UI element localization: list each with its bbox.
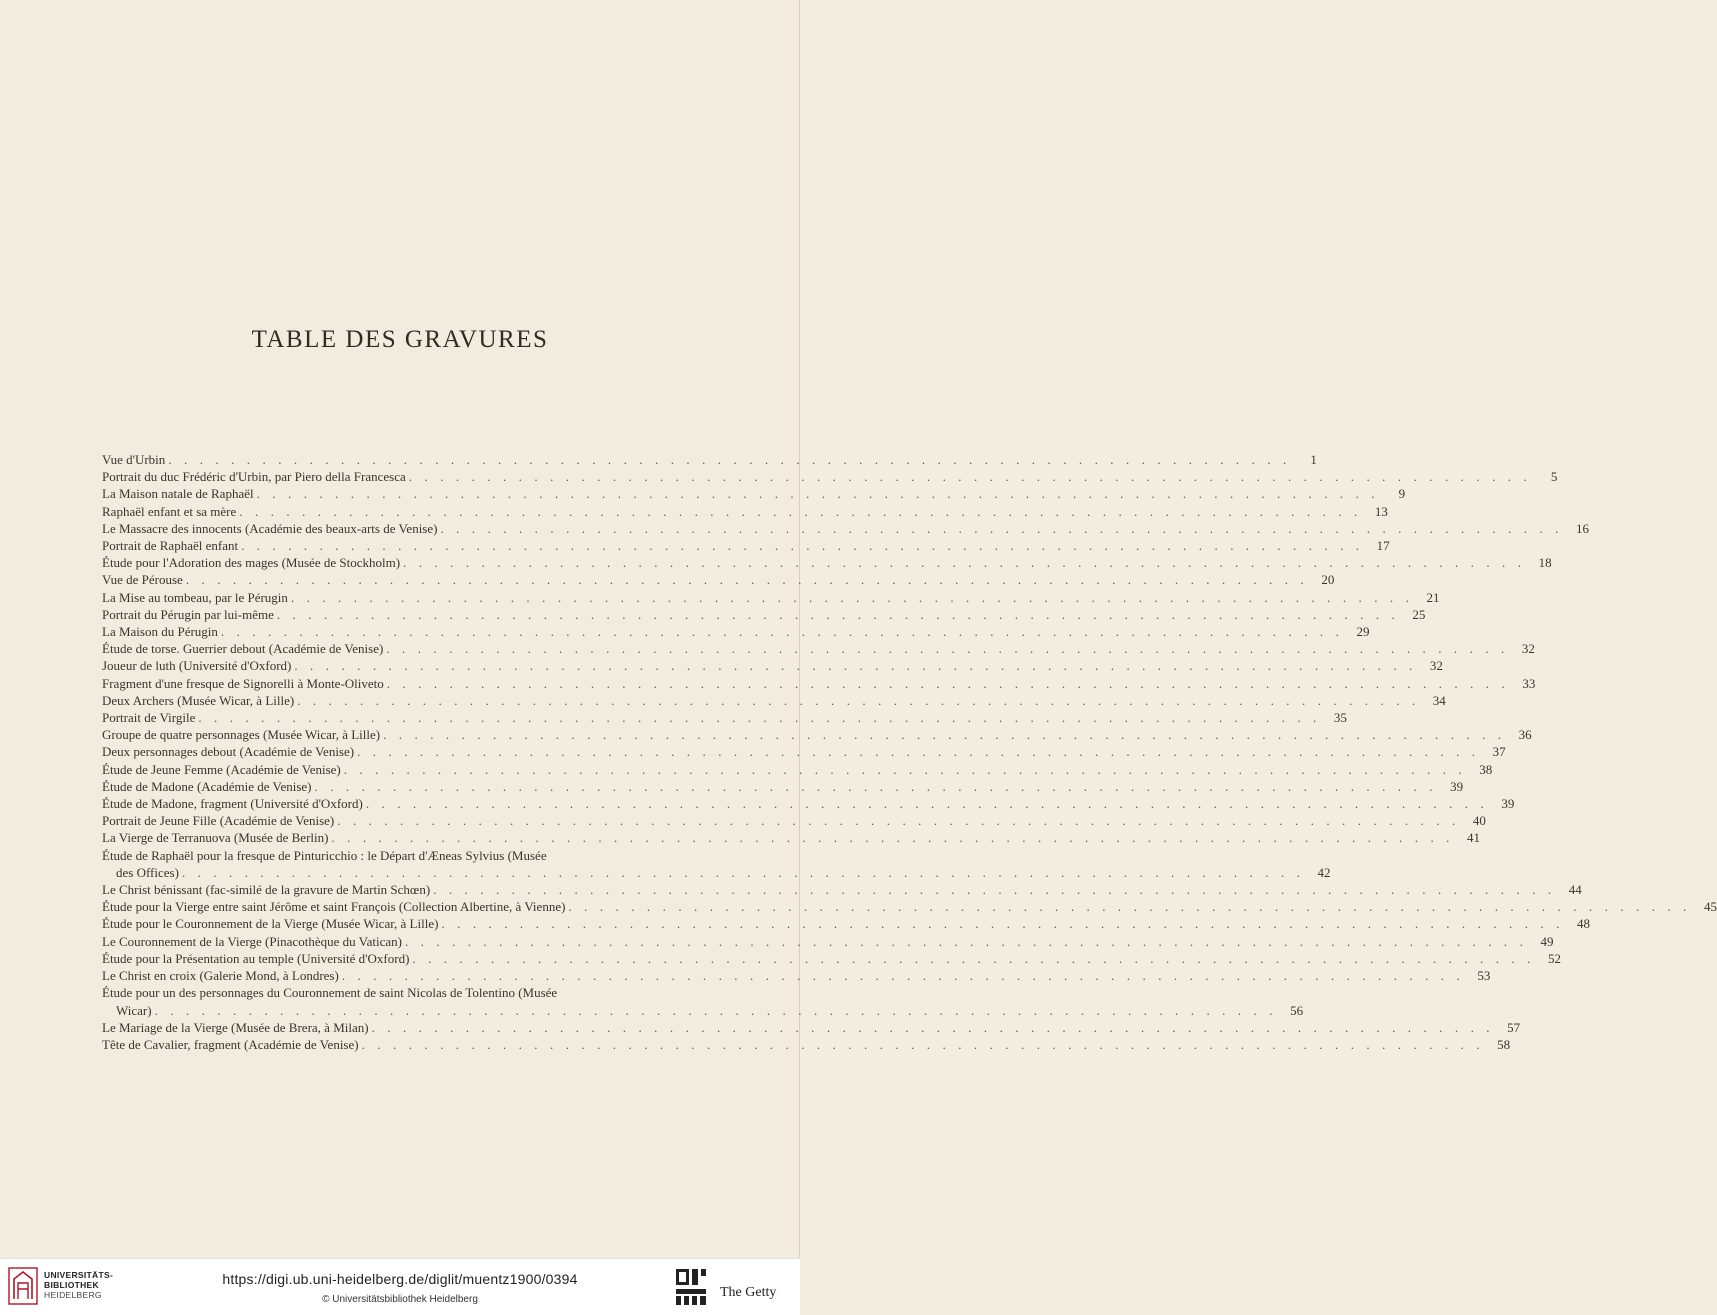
- toc-entry-title: Vue d'Urbin: [102, 452, 166, 467]
- table-of-contents: [102, 451, 1717, 1053]
- toc-entry: [102, 606, 1426, 623]
- toc-entry: [102, 726, 1532, 743]
- toc-leader-dots: . . . . . . . . . . . . . . . . . . . . . . . . . . . . . . . . . . . . . . . . . . . . . . . . . . . . . . . . . . . . . . . . . . . . . . . .: [276, 606, 1400, 622]
- toc-entry-title: Raphaël enfant et sa mère: [102, 503, 237, 519]
- toc-entry-page: 9: [1398, 486, 1406, 502]
- toc-leader-dots: . . . . . . . . . . . . . . . . . . . . . . . . . . . . . . . . . . . . . . . . . . . . . . . . . . . . . . . . . . . . . . . . . . . . . . . .: [314, 778, 1438, 794]
- toc-entry-page: 35: [1333, 710, 1347, 726]
- toc-entry-title: Étude de torse. Guerrier debout (Académie de Venise): [102, 641, 384, 657]
- toc-entry-title: Le Christ bénissant (fac-similé de la gravure de Martin Schœn): [102, 882, 431, 898]
- toc-entry-title: Portrait du duc Frédéric d'Urbin, par Piero della Francesca: [102, 469, 406, 485]
- toc-leader-dots: . . . . . . . . . . . . . . . . . . . . . . . . . . . . . . . . . . . . . . . . . . . . . . . . . . . . . . . . . . . . . . . . . . . . . . . .: [297, 692, 1420, 708]
- toc-entry: [102, 520, 1590, 537]
- copyright-notice: © Universitätsbibliothek Heidelberg: [322, 1294, 478, 1305]
- toc-entry: [102, 1019, 1521, 1036]
- toc-entry: [102, 933, 1554, 950]
- toc-leader-dots: . . . . . . . . . . . . . . . . . . . . . . . . . . . . . . . . . . . . . . . . . . . . . . . . . . . . . . . . . . . . . . . . . . . . . . . .: [357, 744, 1480, 760]
- toc-entry: [102, 640, 1535, 657]
- toc-entry-page: 49: [1540, 933, 1554, 949]
- toc-entry: [102, 984, 1304, 1018]
- toc-entry-page: 41: [1467, 830, 1481, 846]
- toc-entry-title: Étude de Madone, fragment (Université d'Oxford): [102, 796, 363, 812]
- toc-entry-title: La Mise au tombeau, par le Pérugin: [102, 589, 288, 605]
- toc-entry: [102, 881, 1582, 898]
- toc-leader-dots: . . . . . . . . . . . . . . . . . . . . . . . . . . . . . . . . . . . . . . . . . . . . . . . . . . . . . . . . . . . . . . . . . . . . . . . .: [154, 1002, 1278, 1018]
- toc-entry-page: 39: [1450, 778, 1464, 794]
- toc-leader-dots: . . . . . . . . . . . . . . . . . . . . . . . . . . . . . . . . . . . . . . . . . . . . . . . . . . . . . . . . . . . . . . . . . . . . . . . .: [290, 589, 1414, 605]
- toc-leader-dots: . . . . . . . . . . . . . . . . . . . . . . . . . . . . . . . . . . . . . . . . . . . . . . . . . . . . . . . . . . . . . . . . . . . . . . . .: [386, 641, 1509, 657]
- toc-leader-dots: . . . . . . . . . . . . . . . . . . . . . . . . . . . . . . . . . . . . . . . . . . . . . . . . . . . . . . . . . . . . . . . . . . . . . . . .: [440, 520, 1564, 536]
- toc-entry-title: Étude de Raphaël pour la fresque de Pinturicchio : le Départ d'Æneas Sylvius (Musée: [102, 847, 547, 863]
- toc-entry-page: 39: [1501, 796, 1515, 812]
- page-title: TABLE DES GRAVURES: [251, 326, 549, 353]
- toc-entry-page: 16: [1576, 520, 1590, 536]
- toc-entry-page: 37: [1492, 744, 1506, 760]
- toc-leader-dots: . . . . . . . . . . . . . . . . . . . . . . . . . . . . . . . . . . . . . . . . . . . . . . . . . . . . . . . . . . . . . . . . . . . . . . . .: [331, 830, 1455, 846]
- toc-leader-dots: . . . . . . . . . . . . . . . . . . . . . . . . . . . . . . . . . . . . . . . . . . . . . . . . . . . . . . . . . . . . . . . . . . . . . . . .: [181, 864, 1305, 880]
- toc-leader-dots: . . . . . . . . . . . . . . . . . . . . . . . . . . . . . . . . . . . . . . . . . . . . . . . . . . . . . . . . . . . . . . . . . . . . . . . .: [441, 916, 1564, 932]
- toc-entry-title: Portrait du Pérugin par lui-même: [102, 606, 274, 622]
- getty-mark-icon[interactable]: [674, 1267, 708, 1307]
- toc-leader-dots: . . . . . . . . . . . . . . . . . . . . . . . . . . . . . . . . . . . . . . . . . . . . . . . . . . . . . . . . . . . . . . . . . . . . . . . .: [365, 796, 1489, 812]
- toc-entry-page: 44: [1568, 882, 1582, 898]
- toc-entry: [102, 589, 1440, 606]
- toc-entry: [102, 623, 1370, 640]
- toc-entry-title: Étude pour la Présentation au temple (Université d'Oxford): [102, 950, 410, 966]
- toc-leader-dots: . . . . . . . . . . . . . . . . . . . . . . . . . . . . . . . . . . . . . . . . . . . . . . . . . . . . . . . . . . . . . . . . . . . . . . . .: [343, 761, 1467, 777]
- toc-leader-dots: . . . . . . . . . . . . . . . . . . . . . . . . . . . . . . . . . . . . . . . . . . . . . . . . . . . . . . . . . . . . . . . . . . . . . . . .: [220, 624, 1344, 640]
- toc-entry-title: Portrait de Raphaël enfant: [102, 538, 239, 554]
- toc-entry: [102, 503, 1388, 520]
- toc-entry-title: Le Massacre des innocents (Académie des beaux-arts de Venise): [102, 520, 438, 536]
- toc-leader-dots: . . . . . . . . . . . . . . . . . . . . . . . . . . . . . . . . . . . . . . . . . . . . . . . . . . . . . . . . . . . . . . . . . . . . . . . .: [433, 882, 1556, 898]
- toc-entry: [102, 571, 1335, 588]
- toc-entry-page: 18: [1538, 555, 1552, 571]
- toc-entry-page: 57: [1507, 1019, 1521, 1035]
- toc-leader-dots: . . . . . . . . . . . . . . . . . . . . . . . . . . . . . . . . . . . . . . . . . . . . . . . . . . . . . . . . . . . . . . . . . . . . . . . .: [568, 899, 1691, 915]
- toc-entry-title: Deux Archers (Musée Wicar, à Lille): [102, 692, 295, 708]
- toc-entry-page: 25: [1412, 606, 1426, 622]
- toc-entry-page: 32: [1521, 641, 1535, 657]
- toc-leader-dots: . . . . . . . . . . . . . . . . . . . . . . . . . . . . . . . . . . . . . . . . . . . . . . . . . . . . . . . . . . . . . . . . . . . . . . . .: [341, 968, 1465, 984]
- toc-entry-title: Le Mariage de la Vierge (Musée de Brera, à Milan): [102, 1019, 369, 1035]
- toc-entry: [102, 950, 1561, 967]
- toc-entry: [102, 915, 1590, 932]
- toc-entry-title: Deux personnages debout (Académie de Venise): [102, 744, 355, 760]
- toc-entry: [102, 468, 1558, 485]
- toc-entry: [102, 537, 1390, 554]
- toc-leader-dots: . . . . . . . . . . . . . . . . . . . . . . . . . . . . . . . . . . . . . . . . . . . . . . . . . . . . . . . . . . . . . . . . . . . . . . . .: [185, 572, 1309, 588]
- toc-leader-dots: . . . . . . . . . . . . . . . . . . . . . . . . . . . . . . . . . . . . . . . . . . . . . . . . . . . . . . . . . . . . . . . . . . . . . . . .: [361, 1036, 1485, 1052]
- toc-entry: [102, 812, 1486, 829]
- toc-entry-title: Fragment d'une fresque de Signorelli à Monte-Oliveto: [102, 675, 384, 691]
- toc-entry: [102, 761, 1493, 778]
- toc-entry-page: 20: [1321, 572, 1335, 588]
- toc-entry-continuation: [102, 864, 1331, 881]
- toc-entry: [102, 709, 1347, 726]
- library-name-line3: HEIDELBERG: [44, 1290, 102, 1300]
- toc-entry-title: Vue de Pérouse: [102, 572, 183, 588]
- toc-entry-title-cont: Wicar): [116, 1002, 152, 1018]
- toc-entry: [102, 795, 1515, 812]
- toc-entry-title: Le Christ en croix (Galerie Mond, à Londres): [102, 968, 339, 984]
- toc-entry: [102, 657, 1443, 674]
- toc-entry-page: 29: [1356, 624, 1370, 640]
- toc-entry-title: Étude pour la Vierge entre saint Jérôme et saint François (Collection Albertine, à Vienne): [102, 899, 566, 915]
- toc-entry-page: 13: [1374, 503, 1388, 519]
- toc-entry-title: Portrait de Jeune Fille (Académie de Venise): [102, 813, 335, 829]
- toc-leader-dots: . . . . . . . . . . . . . . . . . . . . . . . . . . . . . . . . . . . . . . . . . . . . . . . . . . . . . . . . . . . . . . . . . . . . . . . .: [337, 813, 1460, 829]
- toc-entry-page: 58: [1497, 1036, 1511, 1052]
- toc-entry: [102, 692, 1446, 709]
- library-name-line2: BIBLIOTHEK: [44, 1280, 99, 1290]
- toc-entry-title: Le Couronnement de la Vierge (Pinacothèque du Vatican): [102, 933, 402, 949]
- toc-entry: [102, 847, 1331, 881]
- toc-entry-title: Étude pour l'Adoration des mages (Musée de Stockholm): [102, 555, 401, 571]
- permalink-url[interactable]: https://digi.ub.uni-heidelberg.de/diglit/muentz1900/0394: [222, 1271, 578, 1287]
- toc-leader-dots: . . . . . . . . . . . . . . . . . . . . . . . . . . . . . . . . . . . . . . . . . . . . . . . . . . . . . . . . . . . . . . . . . . . . . . . .: [408, 469, 1532, 485]
- toc-entry-title: Étude pour le Couronnement de la Vierge (Musée Wicar, à Lille): [102, 916, 439, 932]
- toc-entry-page: 34: [1432, 692, 1446, 708]
- toc-entry: [102, 829, 1481, 846]
- partner-name: The Getty: [720, 1285, 777, 1300]
- toc-leader-dots: . . . . . . . . . . . . . . . . . . . . . . . . . . . . . . . . . . . . . . . . . . . . . . . . . . . . . . . . . . . . . . . . . . . . . . . .: [386, 675, 1510, 691]
- toc-entry-title: La Maison du Pérugin: [102, 624, 218, 640]
- toc-entry-page: 38: [1479, 761, 1493, 777]
- toc-entry: [102, 743, 1506, 760]
- toc-leader-dots: . . . . . . . . . . . . . . . . . . . . . . . . . . . . . . . . . . . . . . . . . . . . . . . . . . . . . . . . . . . . . . . . . . . . . . . .: [198, 710, 1321, 726]
- toc-leader-dots: . . . . . . . . . . . . . . . . . . . . . . . . . . . . . . . . . . . . . . . . . . . . . . . . . . . . . . . . . . . . . . . . . . . . . . . .: [241, 538, 1364, 554]
- toc-entry-page: 45: [1703, 899, 1717, 915]
- toc-entry: [102, 675, 1536, 692]
- toc-entry-page: 32: [1429, 658, 1443, 674]
- toc-leader-dots: . . . . . . . . . . . . . . . . . . . . . . . . . . . . . . . . . . . . . . . . . . . . . . . . . . . . . . . . . . . . . . . . . . . . . . . .: [371, 1019, 1495, 1035]
- toc-leader-dots: . . . . . . . . . . . . . . . . . . . . . . . . . . . . . . . . . . . . . . . . . . . . . . . . . . . . . . . . . . . . . . . . . . . . . . . .: [404, 933, 1528, 949]
- toc-leader-dots: . . . . . . . . . . . . . . . . . . . . . . . . . . . . . . . . . . . . . . . . . . . . . . . . . . . . . . . . . . . . . . . . . . . . . . . .: [168, 452, 1291, 467]
- toc-entry-page: 21: [1426, 589, 1440, 605]
- toc-leader-dots: . . . . . . . . . . . . . . . . . . . . . . . . . . . . . . . . . . . . . . . . . . . . . . . . . . . . . . . . . . . . . . . . . . . . . . . .: [383, 727, 1506, 743]
- toc-entry-title: Groupe de quatre personnages (Musée Wicar, à Lille): [102, 727, 381, 743]
- toc-entry: [102, 485, 1406, 502]
- toc-entry-title: La Vierge de Terranuova (Musée de Berlin): [102, 830, 329, 846]
- toc-entry-title-cont: des Offices): [116, 864, 179, 880]
- toc-entry-page: 52: [1547, 950, 1561, 966]
- toc-entry: [102, 898, 1717, 915]
- toc-entry-continuation: [102, 1002, 1304, 1019]
- viewer-footer: [0, 1258, 800, 1315]
- toc-entry-page: 1: [1310, 452, 1317, 467]
- toc-entry-title: Joueur de luth (Université d'Oxford): [102, 658, 292, 674]
- toc-entry-page: 36: [1518, 727, 1532, 743]
- toc-entry: [102, 967, 1491, 984]
- toc-leader-dots: . . . . . . . . . . . . . . . . . . . . . . . . . . . . . . . . . . . . . . . . . . . . . . . . . . . . . . . . . . . . . . . . . . . . . . . .: [239, 503, 1362, 519]
- toc-entry-page: 48: [1577, 916, 1590, 932]
- toc-entry-page: 56: [1290, 1002, 1304, 1018]
- toc-entry: [102, 1036, 1511, 1053]
- toc-leader-dots: . . . . . . . . . . . . . . . . . . . . . . . . . . . . . . . . . . . . . . . . . . . . . . . . . . . . . . . . . . . . . . . . . . . . . . . .: [256, 486, 1380, 502]
- toc-entry-title: Portrait de Virgile: [102, 710, 196, 726]
- toc-entry-title: Étude de Madone (Académie de Venise): [102, 778, 312, 794]
- toc-entry-page: 42: [1317, 864, 1331, 880]
- toc-entry-title: Étude de Jeune Femme (Académie de Venise): [102, 761, 341, 777]
- toc-entry-page: 5: [1550, 469, 1558, 485]
- toc-entry: [102, 451, 1317, 468]
- toc-leader-dots: . . . . . . . . . . . . . . . . . . . . . . . . . . . . . . . . . . . . . . . . . . . . . . . . . . . . . . . . . . . . . . . . . . . . . . . .: [294, 658, 1417, 674]
- toc-entry-page: 17: [1376, 538, 1390, 554]
- toc-entry-title: La Maison natale de Raphaël: [102, 486, 254, 502]
- toc-entry-page: 33: [1522, 675, 1536, 691]
- toc-entry-page: 40: [1472, 813, 1486, 829]
- toc-entry-title: Tête de Cavalier, fragment (Académie de Venise): [102, 1036, 359, 1052]
- toc-entry: [102, 554, 1552, 571]
- toc-entry: [102, 778, 1464, 795]
- toc-leader-dots: . . . . . . . . . . . . . . . . . . . . . . . . . . . . . . . . . . . . . . . . . . . . . . . . . . . . . . . . . . . . . . . . . . . . . . . .: [412, 950, 1535, 966]
- library-name-line1: UNIVERSITÄTS-: [44, 1270, 114, 1280]
- toc-leader-dots: . . . . . . . . . . . . . . . . . . . . . . . . . . . . . . . . . . . . . . . . . . . . . . . . . . . . . . . . . . . . . . . . . . . . . . . .: [403, 555, 1526, 571]
- toc-entry-page: 53: [1477, 968, 1491, 984]
- toc-entry-title: Étude pour un des personnages du Couronnement de saint Nicolas de Tolentino (Musée: [102, 985, 558, 1001]
